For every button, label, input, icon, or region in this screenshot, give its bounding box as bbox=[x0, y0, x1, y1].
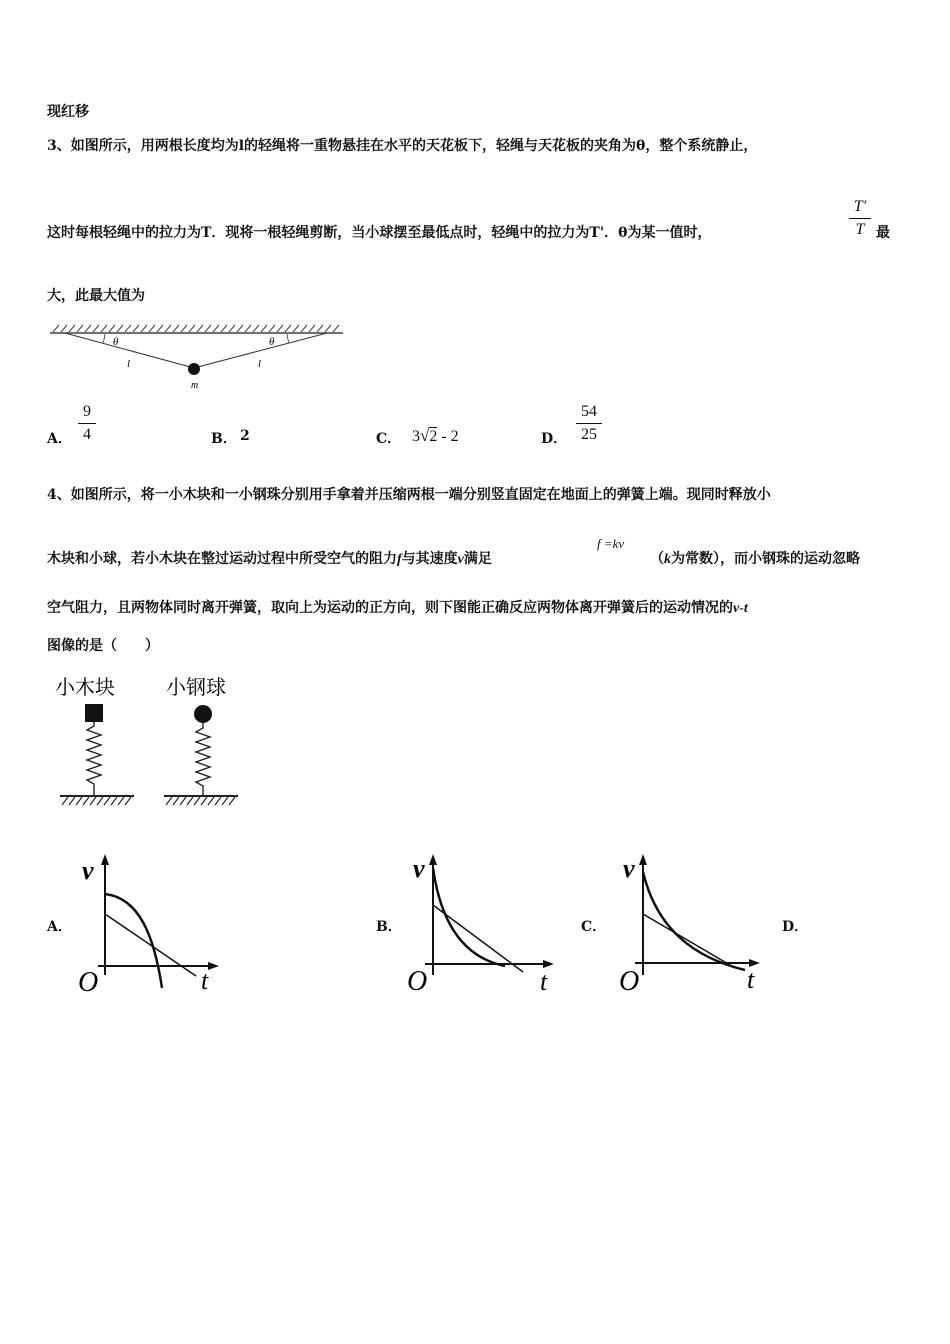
q4-symbol-v: v bbox=[457, 552, 464, 567]
t-axis-arrow bbox=[208, 962, 219, 970]
v-axis-arrow bbox=[429, 854, 437, 865]
curve-ball bbox=[643, 872, 745, 970]
angle-label-left: θ bbox=[113, 336, 119, 348]
q3-option-a-label: A． bbox=[47, 431, 72, 447]
q4-option-a-label[interactable]: A． bbox=[47, 919, 72, 935]
continued-text-fragment: 现红移 bbox=[47, 104, 89, 120]
q3-ratio-fraction bbox=[849, 198, 871, 239]
mass-label: m bbox=[191, 380, 199, 391]
q4-option-c-graph[interactable] bbox=[615, 850, 775, 1000]
spring-left bbox=[87, 722, 101, 796]
angle-label-right: θ bbox=[269, 336, 275, 348]
q4-stem-line-2-tail bbox=[650, 550, 860, 569]
rope-label-left: l bbox=[127, 358, 131, 370]
q3-option-d-fraction bbox=[576, 403, 602, 444]
q3-option-a-numerator: 9 bbox=[83, 403, 91, 420]
v-axis-arrow bbox=[101, 854, 109, 865]
q4-stem-line-2 bbox=[47, 550, 492, 569]
ceiling-hatching bbox=[50, 325, 343, 333]
q4-option-d-label[interactable]: D． bbox=[782, 919, 809, 935]
t-axis-label: t bbox=[540, 967, 548, 996]
q4-symbol-k: k bbox=[664, 552, 671, 567]
origin-label: O bbox=[619, 966, 640, 997]
v-axis-label: v bbox=[413, 854, 425, 883]
q3-stem-line-2: 这时每根轻绳中的拉力为T．现将一根轻绳剪断，当小球摆至最低点时，轻绳中的拉力为T'．θ为某一值时， bbox=[47, 225, 712, 241]
q4-formula: f =kv bbox=[597, 536, 625, 551]
spring-right bbox=[196, 723, 210, 796]
mass-ball bbox=[188, 363, 200, 375]
v-axis-label: v bbox=[82, 856, 94, 885]
q3-option-a-denominator: 4 bbox=[83, 426, 91, 443]
q4-line2-part-b: 与其速度 bbox=[401, 551, 458, 567]
ground-right bbox=[164, 796, 238, 805]
wood-block bbox=[85, 704, 103, 722]
q3-option-c-coefficient: 3 bbox=[412, 428, 420, 445]
t-axis-label: t bbox=[747, 965, 755, 994]
q4-option-b-label[interactable]: B． bbox=[376, 919, 402, 935]
angle-arc-right bbox=[287, 334, 289, 343]
q3-option-a-fraction bbox=[78, 403, 96, 444]
q4-line3-text: 空气阻力，且两物体同时离开弹簧，取向上为运动的正方向，则下图能正确反应两物体离开弹簧后的运动情况的 bbox=[47, 600, 733, 616]
q4-symbol-vt: v-t bbox=[733, 601, 748, 616]
q3-stem-line-1: 3、如图所示，用两根长度均为l的轻绳将一重物悬挂在水平的天花板下，轻绳与天花板的夹角为θ，整个系统静止， bbox=[47, 138, 758, 154]
v-axis-arrow bbox=[639, 854, 647, 865]
ball-label: 小钢球 bbox=[166, 677, 226, 699]
q3-option-c-tail: - 2 bbox=[437, 428, 459, 445]
q4-stem-line-4: 图像的是（ ） bbox=[47, 638, 159, 654]
q3-pendulum-figure bbox=[47, 322, 347, 394]
q4-option-a-graph[interactable] bbox=[74, 850, 224, 1000]
q3-option-c-value bbox=[412, 426, 459, 446]
steel-ball bbox=[194, 705, 212, 723]
q4-stem-line-3 bbox=[47, 599, 748, 618]
q3-option-d-numerator: 54 bbox=[581, 403, 597, 420]
q3-option-c-radicand: 2 bbox=[429, 428, 438, 445]
q3-option-b-label: B． bbox=[211, 431, 237, 447]
q4-line2-part-a: 木块和小球，若小木块在整过运动过程中所受空气的阻力 bbox=[47, 551, 397, 567]
sqrt-symbol: √ bbox=[420, 426, 430, 445]
q3-option-b-value: 2 bbox=[240, 428, 250, 444]
q4-line2-part-e: 为常数），而小钢珠的运动忽略 bbox=[671, 551, 860, 567]
block-label: 小木块 bbox=[55, 677, 115, 699]
q4-stem-line-1: 4、如图所示，将一小木块和一小钢珠分别用手拿着并压缩两根一端分别竖直固定在地面上的弹簧上端。现同时释放小 bbox=[47, 487, 771, 503]
q3-option-d-denominator: 25 bbox=[581, 426, 597, 443]
origin-label: O bbox=[78, 967, 99, 998]
curve-ball bbox=[105, 894, 162, 988]
q4-springs-figure bbox=[52, 672, 252, 812]
origin-label: O bbox=[407, 966, 428, 997]
q3-ratio-numerator: T′ bbox=[853, 198, 867, 215]
q4-option-b-graph[interactable] bbox=[405, 850, 560, 1000]
q3-option-c-label: C． bbox=[376, 431, 402, 447]
q3-ratio-denominator: T bbox=[855, 221, 865, 238]
q4-line2-part-c: 满足 bbox=[463, 551, 492, 567]
q4-option-c-label[interactable]: C． bbox=[581, 919, 607, 935]
line-steel bbox=[643, 914, 735, 968]
angle-arc-left bbox=[103, 334, 105, 343]
ground-left bbox=[60, 796, 134, 805]
rope-label-right: l bbox=[258, 358, 262, 370]
q3-stem-line-3: 大，此最大值为 bbox=[47, 288, 145, 304]
v-axis-label: v bbox=[623, 854, 635, 883]
q3-stem-line-2-tail: 最 bbox=[876, 225, 890, 241]
line-steel bbox=[433, 905, 523, 972]
q4-line2-part-d: （ bbox=[650, 551, 664, 567]
q3-option-d-label: D． bbox=[541, 431, 568, 447]
t-axis-label: t bbox=[201, 966, 209, 995]
q4-symbol-f: f bbox=[397, 552, 402, 567]
